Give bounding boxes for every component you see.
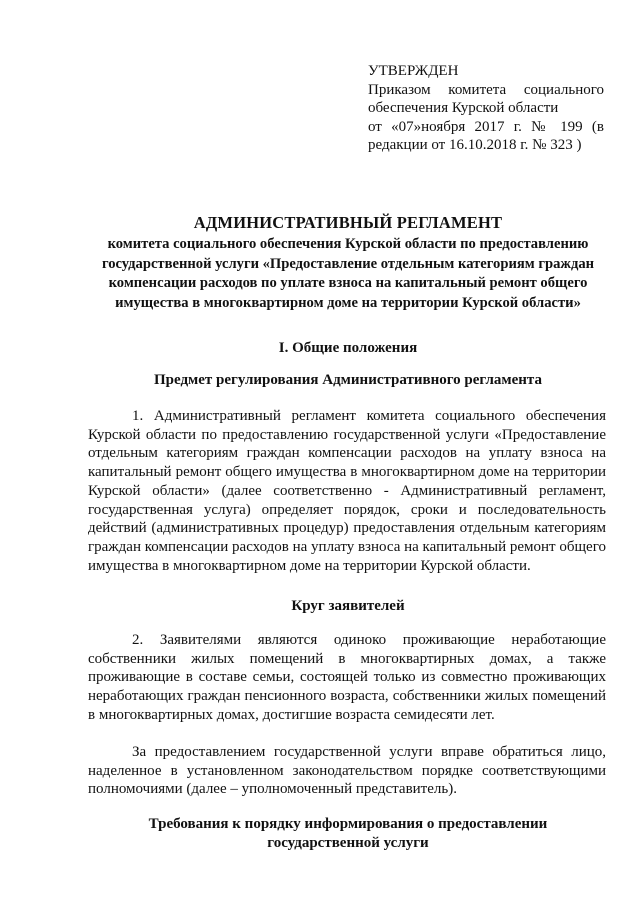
section-heading-subject: Предмет регулирования Административного регламента — [154, 372, 542, 388]
paragraph-1: 1. Административный регламент комитета социального обеспечения Курской области по предоставлению государственной услуги «Предоставление отдельным категориям граждан компенсации расходов на уплату взноса на капитальный ремонт общего имущества в многоквартирном доме на территории Курской области» (далее соответственно - Административный регламент, государственная услуга) определяет порядок, сроки и последовательность действий (административных процедур) предоставления отдельным категориям граждан компенсации расходов на уплату взноса на капитальный ремонт общего имущества в многоквартирном доме на территории Курской области. — [88, 408, 606, 574]
section-heading-general: I. Общие положения — [278, 340, 418, 356]
document-title-main: АДМИНИСТРАТИВНЫЙ РЕГЛАМЕНТ — [193, 213, 503, 232]
paragraph-2: 2. Заявителями являются одиноко проживающие неработающие собственники жилых помещений в многоквартирных домах, а также проживающие в составе семьи, состоящей только из совместно проживающих неработающих граждан пенсионного возраста, собственники жилых помещений в многоквартирных домах, достигшие возраста семидесяти лет. — [88, 632, 606, 723]
approval-label: УТВЕРЖДЕН — [368, 63, 459, 79]
section-heading-applicants: Круг заявителей — [291, 598, 405, 614]
document-title-subtitle: комитета социального обеспечения Курской области по предоставлению государственной услуги «Предоставление отдельным категориям граждан компенсации расходов по уплате взноса на капитальный ремонт общего имущества в многоквартирном доме на территории Курской области» — [101, 236, 595, 311]
approval-stamp — [368, 62, 604, 155]
document-title — [88, 212, 608, 313]
section-heading-informing: Требования к порядку информирования о предоставлении государственной услуги — [148, 816, 548, 851]
approval-line-3: от «07»ноября 2017 г. № 199 (в — [368, 118, 604, 135]
approval-line-4: редакции от 16.10.2018 г. № 323 ) — [368, 137, 582, 153]
approval-line-2: обеспечения Курской области — [368, 100, 559, 116]
approval-line-1: Приказом комитета социального — [368, 81, 604, 98]
paragraph-3: За предоставлением государственной услуги вправе обратиться лицо, наделенное в установленном законодательством порядке соответствующими полномочиями (далее – уполномоченный представитель). — [88, 744, 606, 798]
